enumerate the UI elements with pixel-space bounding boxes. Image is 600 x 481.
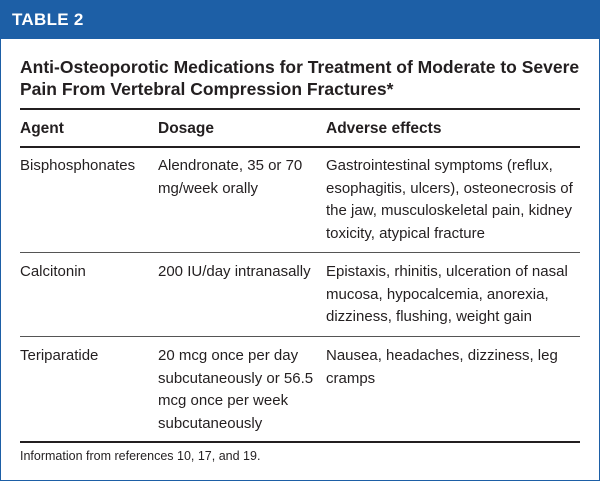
row-dosage: 20 mcg once per day subcutaneously or 56.5 mcg once per week subcutaneously — [158, 347, 314, 432]
column-header-adverse-effects: Adverse effects — [326, 120, 442, 137]
row-divider — [20, 336, 580, 337]
table-title: Anti-Osteoporotic Medications for Treatment of Moderate to Severe Pain From Vertebral Compression Fractures* — [20, 57, 580, 99]
header-top-rule — [20, 108, 580, 110]
row-agent: Bisphosphonates — [20, 157, 136, 174]
table-banner — [1, 1, 599, 39]
row-divider — [20, 252, 580, 253]
row-agent: Teriparatide — [20, 347, 99, 364]
row-agent: Calcitonin — [20, 263, 86, 280]
table-number-label: TABLE 2 — [12, 10, 84, 29]
row-dosage: Alendronate, 35 or 70 mg/week orally — [158, 157, 303, 197]
row-adverse-effects: Gastrointestinal symptoms (reflux, esophagitis, ulcers), osteonecrosis of the jaw, musculoskeletal pain, kidney toxicity, atypical fracture — [326, 157, 573, 242]
row-dosage: 200 IU/day intranasally — [158, 263, 311, 280]
header-bottom-rule — [20, 146, 580, 148]
column-header-agent: Agent — [20, 120, 64, 137]
table-footnote: Information from references 10, 17, and 19. — [20, 449, 261, 463]
row-adverse-effects: Nausea, headaches, dizziness, leg cramps — [326, 347, 558, 387]
column-header-dosage: Dosage — [158, 120, 214, 137]
row-adverse-effects: Epistaxis, rhinitis, ulceration of nasal mucosa, hypocalcemia, anorexia, dizziness, flushing, weight gain — [326, 263, 568, 325]
table-bottom-rule — [20, 441, 580, 443]
